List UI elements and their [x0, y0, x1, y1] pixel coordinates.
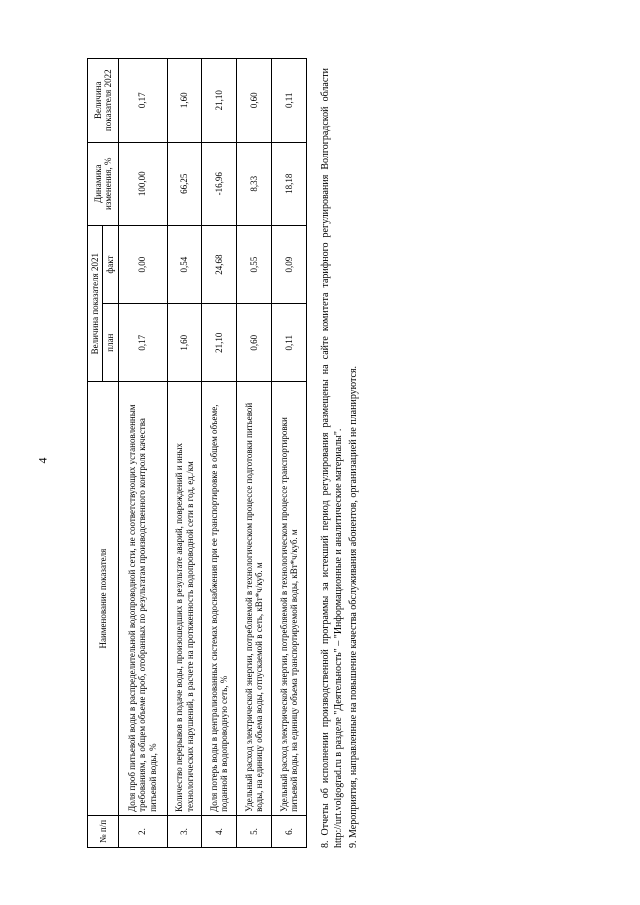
- header-value-2022: Величина показателя 2022: [88, 59, 119, 143]
- note-8: 8. Отчеты об исполнении производственной программы за истекший период регулирования размещены на сайте комитета тарифного регулирования Волгоградской области http://urt.volgograd.ru в разделе "Деятельность" – "Информационные и аналитические материалы".: [320, 68, 344, 848]
- header-num: № п/п: [88, 815, 119, 847]
- page-number: 4: [35, 457, 50, 464]
- row-dynamics: 100,00: [118, 142, 167, 226]
- row-dynamics: -16,96: [202, 142, 237, 226]
- header-value-2021: Величина показателя 2021: [88, 226, 103, 382]
- row-num: 2.: [118, 815, 167, 847]
- row-num: 5.: [237, 815, 272, 847]
- table-row: [202, 59, 237, 848]
- table-row: [272, 59, 307, 848]
- row-value-2022: 0,17: [118, 59, 167, 143]
- rotated-document-content: [87, 58, 369, 848]
- table-row: [167, 59, 202, 848]
- header-name: Наименование показателя: [88, 382, 119, 816]
- row-num: 3.: [167, 815, 202, 847]
- row-plan: 0,11: [272, 304, 307, 382]
- indicators-table: [87, 58, 307, 848]
- notes: [319, 68, 360, 848]
- row-dynamics: 66,25: [167, 142, 202, 226]
- table-header-row: [88, 59, 103, 848]
- row-name: Удельный расход электрической энергии, потребляемой в технологическом процессе транспортировки питьевой воды, на единицу объема транспортируемой воды, кВт*ч/куб. м: [272, 382, 307, 816]
- row-dynamics: 8,33: [237, 142, 272, 226]
- row-num: 6.: [272, 815, 307, 847]
- table-row: [237, 59, 272, 848]
- table-row: [118, 59, 167, 848]
- row-dynamics: 18,18: [272, 142, 307, 226]
- row-plan: 0,17: [118, 304, 167, 382]
- header-fact: факт: [103, 226, 118, 304]
- row-name: Количество перерывов в подаче воды, произошедших в результате аварий, повреждений и иных технологических нарушений, в расчете на протяженность водопроводной сети в год, ед./км: [167, 382, 202, 816]
- row-value-2022: 1,60: [167, 59, 202, 143]
- note-9: 9. Мероприятия, направленные на повышение качества обслуживания абонентов, организацией не планируются.: [348, 365, 359, 848]
- row-fact: 0,54: [167, 226, 202, 304]
- row-num: 4.: [202, 815, 237, 847]
- header-dynamics: Динамика изменения, %: [88, 142, 119, 226]
- row-fact: 0,09: [272, 226, 307, 304]
- row-name: Удельный расход электрической энергии, потребляемой в технологическом процессе подготовки питьевой воды, на единицу объема воды, отпускаемой в сеть, кВт*ч/куб. м: [237, 382, 272, 816]
- row-name: Доля потерь воды в централизованных системах водоснабжения при ее транспортировке в общем объеме, поданной в водопроводную сеть, %: [202, 382, 237, 816]
- row-fact: 0,00: [118, 226, 167, 304]
- row-value-2022: 0,60: [237, 59, 272, 143]
- header-plan: план: [103, 304, 118, 382]
- row-plan: 0,60: [237, 304, 272, 382]
- row-plan: 21,10: [202, 304, 237, 382]
- row-fact: 24,68: [202, 226, 237, 304]
- row-value-2022: 0,11: [272, 59, 307, 143]
- row-value-2022: 21,10: [202, 59, 237, 143]
- row-plan: 1,60: [167, 304, 202, 382]
- row-name: Доля проб питьевой воды в распределительной водопроводной сети, не соответствующих установленным требованиям, в общем объеме проб, отобранных по результатам производственного контроля качества питьевой воды, %: [118, 382, 167, 816]
- row-fact: 0,55: [237, 226, 272, 304]
